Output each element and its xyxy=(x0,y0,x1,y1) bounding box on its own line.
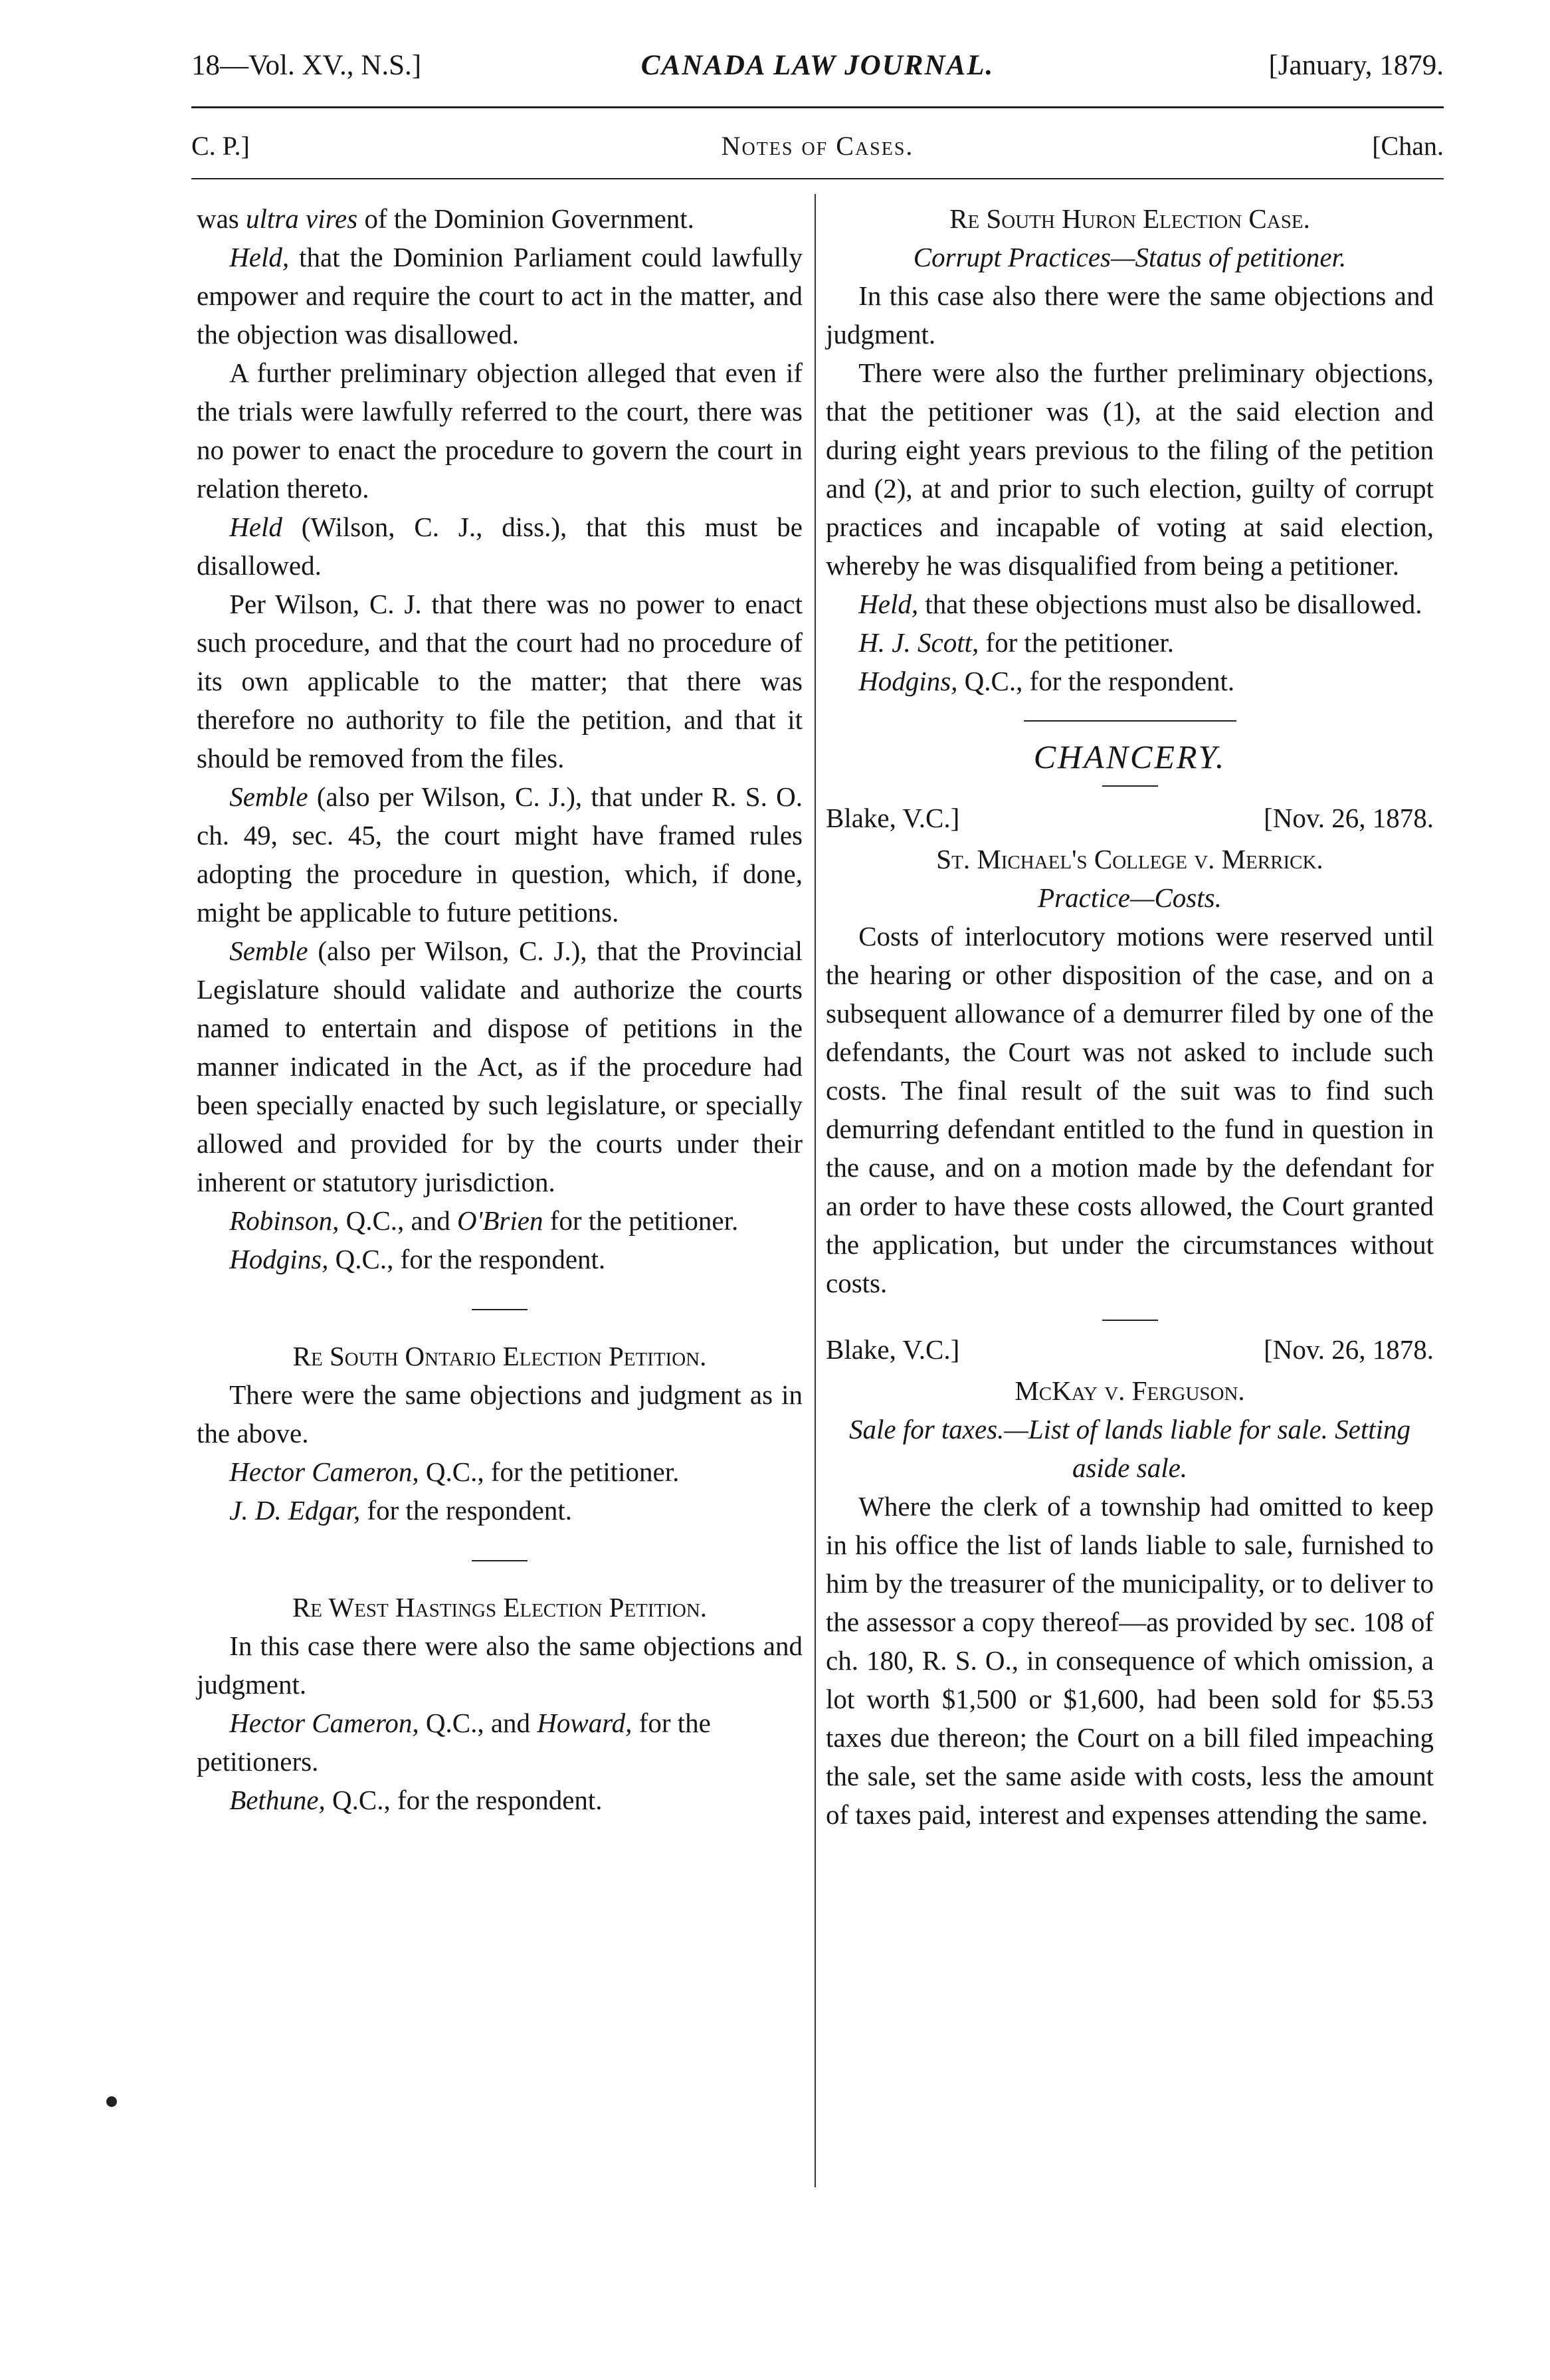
paragraph: A further preliminary objection alleged that even if the trials were lawfully referred to the court, there was no power to enact the procedure to govern the court in relation thereto. xyxy=(197,357,803,504)
running-head xyxy=(191,49,1444,109)
paragraph: Held (Wilson, C. J., diss.), that this must be disallowed. xyxy=(197,512,803,581)
case-separator xyxy=(1102,1320,1158,1321)
counsel-line: Hodgins, Q.C., for the respondent. xyxy=(229,1244,606,1274)
judge: Blake, V.C.] xyxy=(826,1334,960,1365)
counsel-line: Hodgins, Q.C., for the respondent. xyxy=(858,666,1235,696)
paragraph: Per Wilson, C. J. that there was no power to enact such procedure, and that the court had no procedure of its own applicable to the matter; that there was therefore no authority to file the petition, and that it should be removed from the files. xyxy=(197,589,803,773)
paragraph: was ultra vires of the Dominion Government. xyxy=(197,203,694,234)
header-rule xyxy=(191,106,1444,108)
paragraph: There were the same objections and judgment as in the above. xyxy=(197,1379,803,1448)
paragraph: Held, that the Dominion Parliament could lawfully empower and require the court to act in the matter, and the objection was disallowed. xyxy=(197,242,803,349)
judge-date-line xyxy=(826,1330,1434,1369)
counsel-line: J. D. Edgar, for the respondent. xyxy=(229,1495,572,1526)
case-separator xyxy=(472,1309,528,1310)
paragraph: Where the clerk of a township had omitted to keep in his office the list of lands liable to sale, furnished to him by the treasurer of the municipality, or to deliver to the assessor a copy thereof—as provided by sec. 108 of ch. 180, R. S. O., in consequence of which omission, a lot worth $1,500 or $1,600, had been sold for $5.53 taxes due thereon; the Court on a bill filed impeaching the sale, set the same aside with costs, less the amount of taxes paid, interest and expenses attending the same. xyxy=(826,1491,1434,1830)
section-title: Notes of Cases. xyxy=(721,131,914,161)
counsel-line: Bethune, Q.C., for the respondent. xyxy=(229,1785,603,1815)
counsel-line: H. J. Scott, for the petitioner. xyxy=(858,627,1174,658)
heading-rule xyxy=(1102,785,1158,787)
case-subtitle: Practice—Costs. xyxy=(1038,882,1222,913)
judge-date-line xyxy=(826,799,1434,837)
section-rule xyxy=(191,178,1444,179)
decision-date: [Nov. 26, 1878. xyxy=(1264,1334,1434,1365)
page-volume: 18—Vol. XV., N.S.] xyxy=(191,50,422,81)
counsel-line: Hector Cameron, Q.C., and Howard, for the petitioners. xyxy=(197,1708,711,1777)
paragraph: Held, that these objections must also be disallowed. xyxy=(858,589,1422,619)
column-divider xyxy=(815,194,816,2187)
paragraph: There were also the further preliminary objections, that the petitioner was (1), at the said election and during eight years previous to the filing of the petition and (2), at and prior to such election, guilty of corrupt practices and incapable of voting at said election, whereby he was disqualified from being a petitioner. xyxy=(826,357,1434,581)
journal-title: CANADA LAW JOURNAL. xyxy=(640,50,995,81)
paragraph: In this case also there were the same objections and judgment. xyxy=(826,280,1434,349)
paragraph: In this case there were also the same objections and judgment. xyxy=(197,1631,803,1700)
section-right-court: [Chan. xyxy=(1372,131,1444,161)
judge: Blake, V.C.] xyxy=(826,803,960,833)
counsel-line: Robinson, Q.C., and O'Brien for the petitioner. xyxy=(229,1205,739,1236)
right-column xyxy=(826,199,1434,1834)
case-title: Re West Hastings Election Petition. xyxy=(292,1592,708,1623)
case-title: Re South Ontario Election Petition. xyxy=(292,1341,707,1371)
section-left-court: C. P.] xyxy=(191,131,250,161)
decision-date: [Nov. 26, 1878. xyxy=(1264,803,1434,833)
paragraph: Costs of interlocutory motions were reserved until the hearing or other disposition of the case, and on a subsequent allowance of a demurrer filed by one of the defendants, the Court was not asked to include such costs. The final result of the suit was to find such demurring defendant entitled to the fund in question in the cause, and on a motion made by the defendant for an order to have these costs allowed, the Court granted the application, but under the circumstances without costs. xyxy=(826,921,1434,1298)
section-head xyxy=(191,130,1444,170)
section-separator xyxy=(1024,720,1236,722)
counsel-line: Hector Cameron, Q.C., for the petitioner. xyxy=(229,1456,680,1487)
paragraph: Semble (also per Wilson, C. J.), that under R. S. O. ch. 49, sec. 45, the court might have framed rules adopting the procedure in question, which, if done, might be applicable to future petitions. xyxy=(197,781,803,928)
case-subtitle: Sale for taxes.—List of lands liable for sale. Setting aside sale. xyxy=(848,1414,1411,1483)
paragraph: Semble (also per Wilson, C. J.), that the Provincial Legislature should validate and authorize the courts named to entertain and dispose of petitions in the manner indicated in the Act, as if the procedure had been specially enacted by such legislature, or specially allowed and provided for by the courts under their inherent or statutory jurisdiction. xyxy=(197,936,803,1197)
case-subtitle: Corrupt Practices—Status of petitioner. xyxy=(913,242,1347,272)
case-title: Re South Huron Election Case. xyxy=(949,203,1310,234)
chancery-heading: CHANCERY. xyxy=(1033,738,1226,775)
issue-date: [January, 1879. xyxy=(1268,50,1444,81)
case-title: St. Michael's College v. Merrick. xyxy=(936,844,1323,874)
left-column xyxy=(197,199,803,1819)
case-separator xyxy=(472,1560,528,1561)
case-title: McKay v. Ferguson. xyxy=(1015,1375,1245,1406)
margin-ink-mark xyxy=(106,2096,117,2107)
